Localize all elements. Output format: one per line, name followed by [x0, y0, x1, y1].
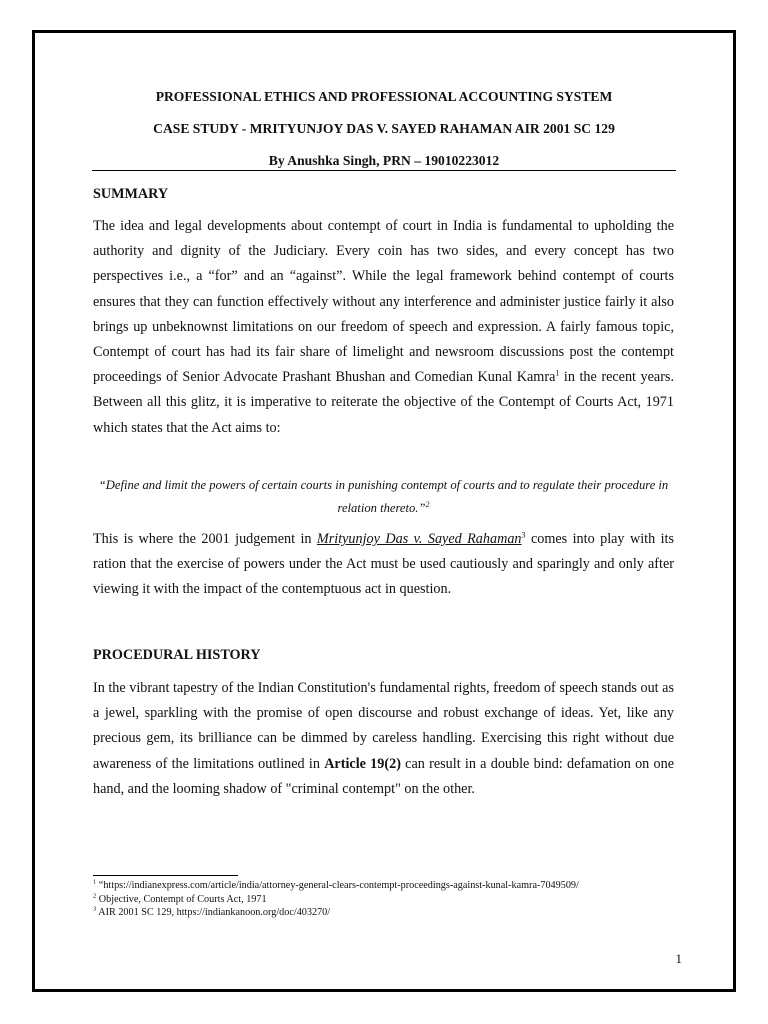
footnote-ref-2[interactable]: 2: [425, 499, 430, 509]
paragraph-text: in the recent years. Between all this glitz, it is imperative to reiterate the objective of the Contempt of Courts Act, 1971 which states that the Act aims to:: [93, 369, 675, 436]
paragraph-text: The idea and legal developments about contempt of court in India is fundamental to upholding the authority and dignity of the Judiciary. Every coin has two sides, and every concept has two perspectives i.e., a “for” and an “against”. While the legal framework behind contempt of courts ensures that they can function effectively without any interference and administer justice fairly it also brings up unbeknownst limitations on our freedom of speech and expression. A fairly famous topic, Contempt of court has had its fair share of limelight and newsroom discussions post the contempt proceedings of Senior Advocate Prashant Bhushan and Comedian Kunal Kamra: [93, 218, 674, 386]
footnote-number: 2: [93, 892, 97, 900]
page-number: 1: [675, 951, 682, 966]
paragraph-text: In the vibrant tapestry of the Indian Constitution's fundamental rights, freedom of speech stands out as a jewel, sparkling with the promise of open discourse and robust exchange of ideas. Yet, like any precious gem, its brilliance can be dimmed by careless handling. Exercising this right without due awareness of the limitations outlined in: [93, 680, 674, 772]
summary-paragraph-1: [93, 214, 674, 441]
footnote-text[interactable]: AIR 2001 SC 129, https://indiankanoon.org/doc/403270/: [96, 907, 331, 918]
case-name-link[interactable]: Mrityunjoy Das v. Sayed Rahaman: [316, 531, 522, 547]
footnote-ref-1[interactable]: 1: [555, 368, 560, 378]
procedural-history-paragraph: [93, 676, 674, 802]
footnotes: [93, 879, 683, 920]
act-objective-quote: [93, 474, 674, 520]
document-title: PROFESSIONAL ETHICS AND PROFESSIONAL ACCOUNTING SYSTEM: [155, 89, 613, 104]
footnote-text: Objective, Contempt of Courts Act, 1971: [96, 893, 267, 905]
case-study-title: CASE STUDY - MRITYUNJOY DAS V. SAYED RAHAMAN AIR 2001 SC 129: [153, 121, 615, 136]
footnote-number: 3: [93, 905, 97, 913]
quote-text: “Define and limit the powers of certain courts in punishing contempt of courts and to regulate their procedure in relation thereto.”: [98, 478, 669, 515]
footnote-divider: [93, 875, 238, 876]
paragraph-text: comes into play with its ration that the exercise of powers under the Act must be used cautiously and sparingly and only after viewing it with the impact of the contemptuous act in question.: [93, 531, 674, 598]
footnote-3: [93, 906, 683, 920]
header-divider: [92, 170, 676, 171]
footnote-ref-3[interactable]: 3: [521, 530, 526, 540]
procedural-history-heading: PROCEDURAL HISTORY: [93, 647, 261, 663]
footnote-text[interactable]: “https://indianexpress.com/article/india/attorney-general-clears-contempt-proceedings-against-kunal-kamra-7049509/: [96, 880, 579, 891]
article-reference: Article 19(2): [324, 755, 401, 772]
footnote-number: 1: [93, 878, 97, 886]
footnote-1: [93, 879, 683, 893]
paragraph-text: This is where the 2001 judgement in: [93, 531, 317, 547]
paragraph-text: can result in a double bind: defamation on one hand, and the looming shadow of "criminal contempt" on the other.: [93, 755, 674, 797]
summary-paragraph-2: [93, 527, 674, 603]
author-byline: By Anushka Singh, PRN – 19010223012: [268, 153, 500, 168]
footnote-2: [93, 893, 683, 907]
summary-heading: SUMMARY: [93, 186, 169, 202]
